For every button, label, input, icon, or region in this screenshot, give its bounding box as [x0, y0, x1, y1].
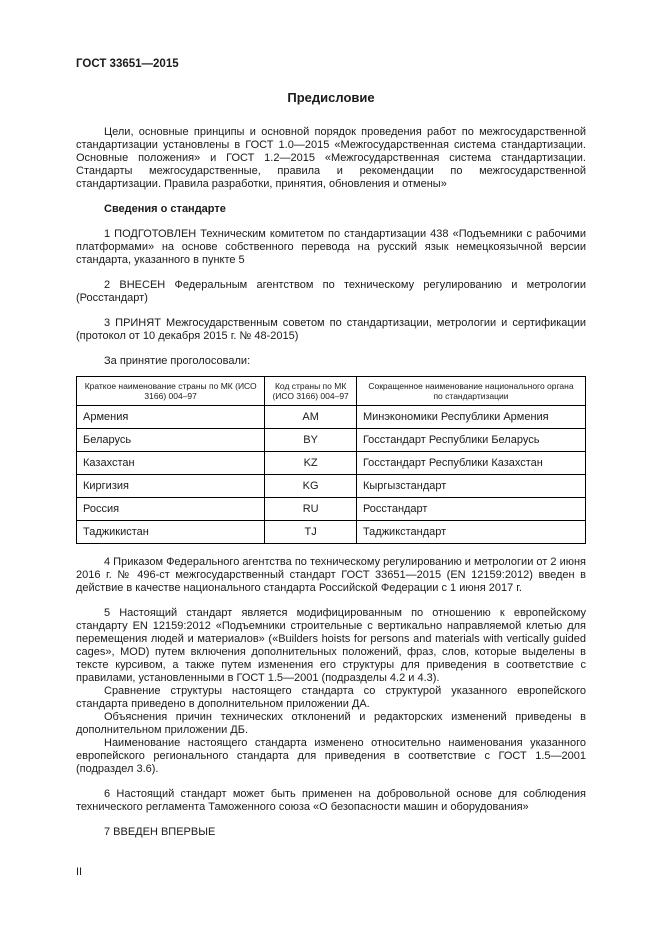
clause-5-note-da: Сравнение структуры настоящего стандарта со структурой указанного европейского стандарта приведено в дополнительном приложении ДА.	[76, 685, 586, 710]
clause-3: 3 ПРИНЯТ Межгосударственным советом по стандартизации, метрологии и сертификации (протокол от 10 декабря 2015 г. № 48-2015)	[76, 317, 586, 342]
table-row	[77, 521, 586, 544]
clause-7: 7 ВВЕДЕН ВПЕРВЫЕ	[104, 826, 216, 838]
code-cell: KG	[265, 475, 357, 498]
vote-intro: За принятие проголосовали:	[104, 355, 251, 367]
country-cell: Казахстан	[77, 452, 265, 475]
table-row	[77, 498, 586, 521]
code-cell: RU	[265, 498, 357, 521]
table-row	[77, 406, 586, 429]
code-cell: AM	[265, 406, 357, 429]
vote-table	[76, 376, 586, 544]
country-cell: Беларусь	[77, 429, 265, 452]
section-heading: Сведения о стандарте	[104, 203, 226, 215]
clause-5-note-db: Объяснения причин технических отклонений и редакторских изменений приведены в дополнительном приложении ДБ.	[76, 711, 586, 736]
clause-5-note-name: Наименование настоящего стандарта изменено относительно наименования указанного европейского регионального стандарта для приведения в соответствие с ГОСТ 1.5—2001 (подраздел 3.6).	[76, 737, 586, 775]
org-cell: Минэкономики Республики Армения	[356, 406, 585, 429]
table-row	[77, 429, 586, 452]
clause-4: 4 Приказом Федерального агентства по техническому регулированию и метрологии от 2 июня 2016 г. № 496-ст межгосударственный стандарт ГОСТ 33651—2015 (EN 12159:2012) введен в действие в качестве национального стандарта Российской Федерации с 1 июня 2017 г.	[76, 556, 586, 594]
clause-5: 5 Настоящий стандарт является модифицированным по отношению к европейскому стандарту EN 12159:2012 «Подъемники строительные с вертикально направляемой клетью для перемещения людей и материалов» («Builders hoists for persons and materials with vertically guided cages», MOD) путем включения дополнительных положений, фраз, слов, которые выделены в тексте курсивом, а также путем изменения его структуры для приведения в соответствие с правилами, установленными в ГОСТ 1.5—2001 (подразделы 4.2 и 4.3).	[76, 607, 586, 684]
page-number: II	[76, 866, 83, 878]
clause-1: 1 ПОДГОТОВЛЕН Техническим комитетом по стандартизации 438 «Подъемники с рабочими платформами» на основе собственного перевода на русский язык немецкоязычной версии стандарта, указанного в пункте 5	[76, 228, 586, 266]
clause-2: 2 ВНЕСЕН Федеральным агентством по техническому регулированию и метрологии (Росстандарт)	[76, 279, 586, 304]
page-title: Предисловие	[287, 90, 375, 105]
header-country: Краткое наименование страны по МК (ИСО 3166) 004–97	[77, 377, 265, 406]
table-header-row	[77, 377, 586, 406]
doc-code: ГОСТ 33651—2015	[76, 58, 179, 70]
org-cell: Госстандарт Республики Беларусь	[356, 429, 585, 452]
country-cell: Армения	[77, 406, 265, 429]
code-cell: BY	[265, 429, 357, 452]
intro-paragraph: Цели, основные принципы и основной порядок проведения работ по межгосударственной стандартизации установлены в ГОСТ 1.0—2015 «Межгосударственная система стандартизации. Основные положения» и ГОСТ 1.2—2015 «Межгосударственная система стандартизации. Стандарты межгосударственные, правила и рекомендации по межгосударственной стандартизации. Правила разработки, принятия, обновления и отмены»	[76, 126, 586, 190]
org-cell: Госстандарт Республики Казахстан	[356, 452, 585, 475]
org-cell: Кыргызстандарт	[356, 475, 585, 498]
country-cell: Киргизия	[77, 475, 265, 498]
country-cell: Таджикистан	[77, 521, 265, 544]
org-cell: Росстандарт	[356, 498, 585, 521]
table-row	[77, 452, 586, 475]
country-cell: Россия	[77, 498, 265, 521]
org-cell: Таджикстандарт	[356, 521, 585, 544]
code-cell: TJ	[265, 521, 357, 544]
header-org: Сокращенное наименование национального органа по стандартизации	[356, 377, 585, 406]
clause-6: 6 Настоящий стандарт может быть применен на добровольной основе для соблюдения технического регламента Таможенного союза «О безопасности машин и оборудования»	[76, 788, 586, 813]
header-code: Код страны по МК (ИСО 3166) 004–97	[265, 377, 357, 406]
table-row	[77, 475, 586, 498]
code-cell: KZ	[265, 452, 357, 475]
